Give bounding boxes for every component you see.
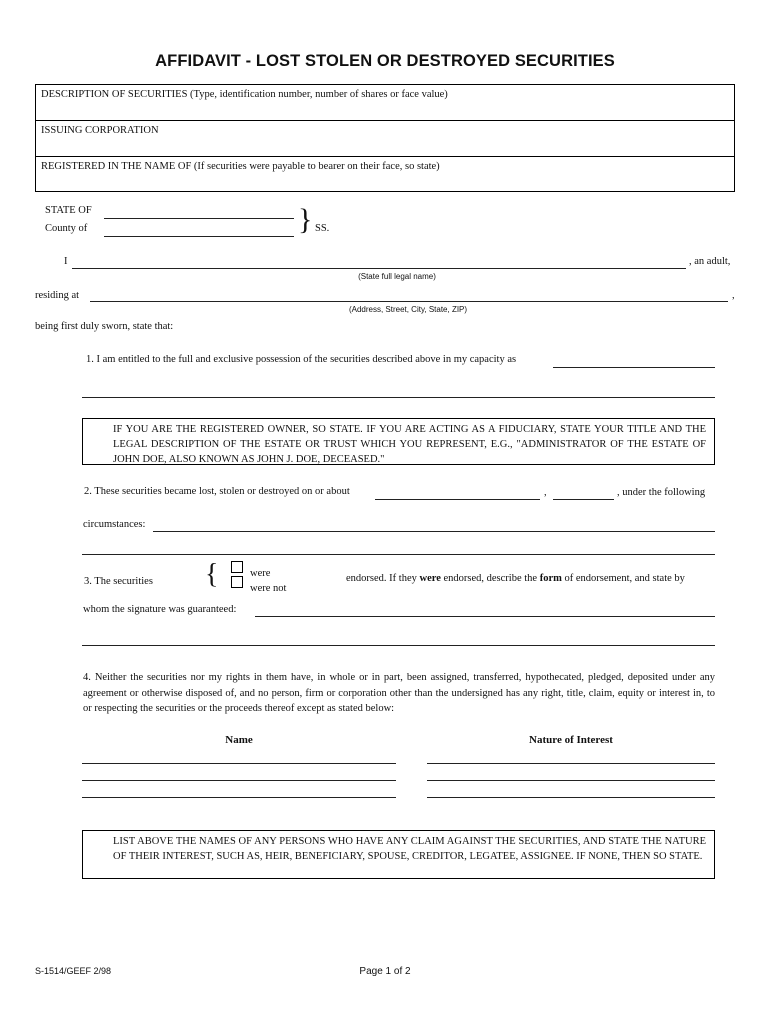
address-caption: (Address, Street, City, State, ZIP) [348,305,468,314]
endorsed-post: of endorsement, and state by [561,573,685,584]
page-number: Page 1 of 2 [359,966,411,977]
claims-note-box [82,830,715,879]
item1-text: 1. I am entitled to the full and exclusive possession of the securities described above in my capacity as [86,354,517,365]
endorsed-form-bold: form [539,573,562,584]
endorsed-mid: endorsed, describe the [440,573,540,584]
item3-text: 3. The securities [84,576,153,587]
name-line-1[interactable] [82,763,396,764]
endorsed-text [346,573,685,584]
item4-text: 4. Neither the securities nor my rights in them have, in whole or in part, been assigned, transferred, hypothecated, pledged, deposited under any agreement or otherwise disposed of, and no person, firm or corporation other than the undersigned has any right, title, claim, equity or interest in, to or respecting the securities or the proceeds thereof except as stated below: [83,672,715,714]
guaranteed-label: whom the signature was guaranteed: [83,604,237,615]
interest-line-2[interactable] [427,780,715,781]
address-line[interactable] [90,301,728,302]
county-of-label: County of [45,223,88,234]
legal-name-line[interactable] [72,268,686,269]
registered-name-label: REGISTERED IN THE NAME OF (If securities were payable to bearer on their face, so state) [41,161,440,172]
date-month-day-line[interactable] [375,499,540,500]
legal-name-caption: (State full legal name) [358,272,436,281]
name-column-header: Name [225,734,253,746]
guarantor-line-2[interactable] [82,645,715,646]
interest-line-3[interactable] [427,797,715,798]
claims-note-text: LIST ABOVE THE NAMES OF ANY PERSONS WHO HAVE ANY CLAIM AGAINST THE SECURITIES, AND STATE THE NATURE OF THEIR INTEREST, SUCH AS, HEIR, BENEFICIARY, SPOUSE, CREDITOR, LEGATEE, ASSIGNEE. IF NONE, THEN SO STATE. [113,836,706,862]
sworn-statement: being first duly sworn, state that: [35,321,174,332]
circumstances-label: circumstances: [83,519,146,530]
residing-at-label: residing at [35,290,80,301]
were-not-checkbox[interactable] [231,576,243,588]
issuing-corporation-label: ISSUING CORPORATION [41,125,159,136]
state-of-label: STATE OF [45,205,92,216]
address-comma: , [732,290,735,301]
were-checkbox[interactable] [231,561,243,573]
description-field[interactable] [36,85,734,121]
document-title: AFFIDAVIT - LOST STOLEN OR DESTROYED SECURITIES [155,52,615,70]
fiduciary-note-box [82,418,715,465]
capacity-line[interactable] [553,367,715,368]
county-of-line[interactable] [104,236,294,237]
were-label: were [250,568,271,579]
endorsed-were-bold: were [419,573,441,584]
capacity-line-2[interactable] [82,397,715,398]
circumstances-line[interactable] [153,531,715,532]
were-not-label: were not [250,583,287,594]
name-line-2[interactable] [82,780,396,781]
form-id: S-1514/GEEF 2/98 [35,966,112,976]
name-line-3[interactable] [82,797,396,798]
description-label: DESCRIPTION OF SECURITIES (Type, identification number, number of shares or face value) [41,89,448,100]
guarantor-line[interactable] [255,616,715,617]
state-of-line[interactable] [104,218,294,219]
interest-column-header: Nature of Interest [529,734,613,746]
endorsed-brace: { [205,559,219,590]
item2-text: 2. These securities became lost, stolen or destroyed on or about [84,486,350,497]
an-adult-label: , an adult, [689,256,731,267]
date-year-line[interactable] [553,499,614,500]
interest-line-1[interactable] [427,763,715,764]
ss-label: SS. [315,223,330,234]
fiduciary-note-text: IF YOU ARE THE REGISTERED OWNER, SO STATE. IF YOU ARE ACTING AS A FIDUCIARY, STATE YOUR TITLE AND THE LEGAL DESCRIPTION OF THE ESTATE OR TRUST WHICH YOU REPRESENT, E.G., "ADMINISTRATOR OF THE ESTATE OF JOHN DOE, ALSO KNOWN AS JOHN J. DOE, DECEASED." [113,424,706,465]
registered-name-field[interactable] [36,157,734,191]
endorsed-pre: endorsed. If they [346,573,420,584]
securities-info-box [35,84,735,192]
circumstances-line-2[interactable] [82,554,715,555]
venue-brace: } [298,203,313,236]
i-label: I [64,256,68,267]
under-following-label: , under the following [617,487,706,498]
date-comma: , [544,487,547,498]
issuing-corporation-field[interactable] [36,121,734,157]
